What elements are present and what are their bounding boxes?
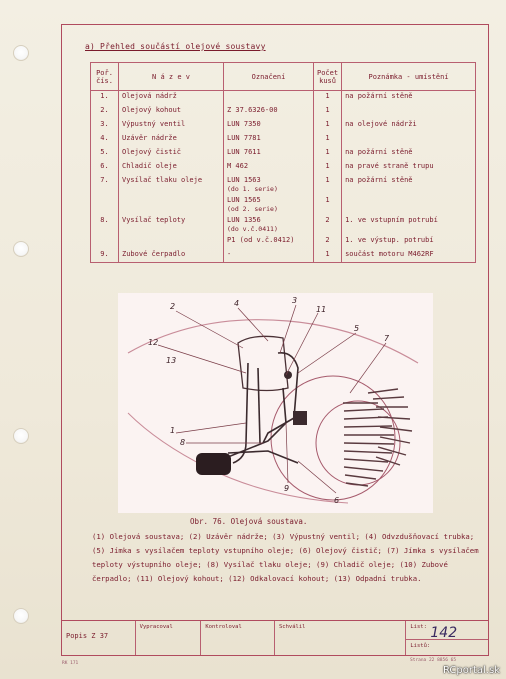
figure-legend: (1) Olejová soustava; (2) Uzávěr nádrže; (3) Výpustný ventil; (4) Odvzdušňovací trubka; (5) Jímka s vysílačem teploty vstupního oleje; (6) Olejový čistič; (7) Jímka s vysílačem teploty výstupního oleje; (8) Vysílač tlaku oleje; (9) Chladič oleje; (10) Zubové čerpadlo; (11) Olejový kohout; (12) Odkalovací kohout; (13) Odpadní trubka. (92, 532, 479, 583)
cell-count-text: 1 (325, 119, 330, 128)
cell-code (224, 249, 314, 263)
cell-code-text: LUN 7350 (227, 119, 261, 128)
callout-11: 11 (316, 305, 327, 314)
callout-9: 9 (284, 484, 290, 493)
cell-number (91, 161, 119, 175)
cell-number-text: 2. (100, 105, 109, 114)
cell-count-text: 1 (325, 249, 330, 258)
cell-count-text: 2 (325, 235, 330, 244)
cell-name (119, 195, 224, 215)
cell-name-text: Vysílač teploty (122, 215, 186, 224)
callout-7: 7 (384, 334, 390, 343)
cell-number-text: 3. (100, 119, 109, 128)
cell-number (91, 215, 119, 235)
title-block (61, 620, 489, 656)
cell-name (119, 175, 224, 195)
cell-note-text: na pravé straně trupu (345, 161, 434, 170)
cell-name (119, 105, 224, 119)
cell-count (314, 147, 342, 161)
cell-code-text: LUN 7781 (227, 133, 261, 142)
title-block-sheet (406, 621, 488, 655)
cell-count-text: 1 (325, 133, 330, 142)
cell-code (224, 119, 314, 133)
cell-note (342, 133, 476, 147)
oil-cock (284, 371, 292, 379)
cell-note-text: na olejové nádrži (345, 119, 417, 128)
section-heading: a) Přehled součástí olejové soustavy (85, 42, 266, 51)
table-row (91, 119, 476, 133)
cell-count-text: 1 (325, 92, 330, 100)
cell-count (314, 161, 342, 175)
cell-number (91, 235, 119, 249)
title-block-approved (275, 621, 406, 655)
cell-count-text: 1 (325, 195, 330, 204)
callout-1: 1 (170, 426, 176, 435)
cell-note-text: součást motoru M462RF (345, 249, 434, 258)
cell-code-text: LUN 1563 (227, 175, 261, 184)
cell-note-text: na požární stěně (345, 175, 413, 184)
cell-name (119, 147, 224, 161)
cell-code-text: M 462 (227, 161, 249, 170)
table-row (91, 161, 476, 175)
site-watermark: RCportal.sk (442, 665, 500, 676)
cell-name (119, 133, 224, 147)
cell-count-text: 1 (325, 105, 330, 114)
form-number: RK 171 (62, 661, 79, 666)
print-note: Strana 22 8856 65 (410, 658, 457, 663)
cell-number (91, 175, 119, 195)
doc-label: Popis Z 37 (66, 632, 109, 640)
cell-name-text: Výpustný ventil (122, 119, 186, 128)
cell-name-text: Zubové čerpadlo (122, 249, 186, 258)
punch-hole (13, 608, 29, 624)
cell-name-text: Olejový kohout (122, 105, 182, 114)
cell-note (342, 91, 476, 105)
cell-count (314, 175, 342, 195)
cell-number (91, 147, 119, 161)
prepared-label: Vypracoval (139, 624, 173, 630)
cell-number-text: 4. (100, 133, 109, 142)
table-row (91, 133, 476, 147)
header-number: Poř. čís. (91, 63, 119, 91)
title-block-doc (62, 621, 136, 655)
table-row (91, 91, 476, 105)
cell-number (91, 133, 119, 147)
sheet-number: 142 (430, 625, 458, 641)
table-row (91, 105, 476, 119)
cell-code (224, 235, 314, 249)
table-header-row (91, 63, 476, 91)
cell-count-text: 1 (325, 147, 330, 156)
cell-number-text: 8. (100, 215, 109, 224)
header-count: Počet kusů (314, 63, 342, 91)
cell-note (342, 105, 476, 119)
cell-count (314, 235, 342, 249)
table-row (91, 147, 476, 161)
cell-count-text: 1 (325, 175, 330, 184)
callout-6: 6 (334, 496, 340, 505)
cell-name (119, 235, 224, 249)
cell-count (314, 215, 342, 235)
punch-hole (13, 428, 29, 444)
cell-count (314, 249, 342, 263)
title-block-prepared (136, 621, 202, 655)
cell-number (91, 105, 119, 119)
cell-note (342, 195, 476, 215)
cell-code (224, 161, 314, 175)
approved-label: Schválil (279, 624, 306, 630)
cell-note-text: na požární stěně (345, 92, 413, 100)
cell-code-text: (do v.č.0411) (227, 224, 278, 233)
cell-name (119, 161, 224, 175)
cell-number-text: 1. (100, 92, 109, 100)
cell-number-text: 6. (100, 161, 109, 170)
cell-code-text: P1 (od v.č.0412) (227, 235, 295, 244)
cell-number-text: 7. (100, 175, 109, 184)
cell-code-text: (do 1. serie) (227, 184, 278, 193)
callout-3: 3 (292, 296, 298, 305)
callout-8: 8 (180, 438, 186, 447)
cell-code-text: LUN 1565 (227, 195, 261, 204)
cell-code-text: LUN 1356 (227, 215, 261, 224)
callout-13: 13 (166, 356, 177, 365)
callout-12: 12 (148, 338, 159, 347)
cell-number-text: 5. (100, 147, 109, 156)
callout-2: 2 (170, 302, 176, 311)
cell-note-text: 1. ve výstup. potrubí (345, 235, 434, 244)
cell-note (342, 249, 476, 263)
cell-note-text: na požární stěně (345, 147, 413, 156)
cell-code-text: - (227, 249, 232, 258)
cell-code (224, 215, 314, 235)
cell-note (342, 175, 476, 195)
cell-count (314, 105, 342, 119)
cell-code-text: LUN 7611 (227, 147, 261, 156)
cell-note (342, 215, 476, 235)
cell-count (314, 91, 342, 105)
callout-5: 5 (354, 324, 360, 333)
cell-note (342, 119, 476, 133)
sheet-label: List: (410, 624, 427, 630)
header-note: Poznámka - umístění (342, 63, 476, 91)
cell-code (224, 175, 314, 195)
cell-name (119, 249, 224, 263)
oil-cooler (196, 453, 231, 475)
parts-table (90, 62, 476, 263)
cell-code (224, 147, 314, 161)
cell-number (91, 119, 119, 133)
table-row (91, 215, 476, 235)
cell-code (224, 91, 314, 105)
table-row (91, 195, 476, 215)
title-block-checked (201, 621, 275, 655)
cell-name (119, 119, 224, 133)
cell-name (119, 91, 224, 105)
header-name: N á z e v (119, 63, 224, 91)
cell-code-text: Z 37.6326-00 (227, 105, 278, 114)
cell-code (224, 195, 314, 215)
checked-label: Kontroloval (205, 624, 242, 630)
table-row (91, 249, 476, 263)
cell-note (342, 235, 476, 249)
table-row (91, 235, 476, 249)
cell-note (342, 147, 476, 161)
oil-system-figure (118, 293, 433, 513)
oil-filter (293, 411, 307, 425)
punch-hole (13, 45, 29, 61)
callout-4: 4 (234, 299, 240, 308)
punch-hole (13, 241, 29, 257)
cell-code (224, 105, 314, 119)
cell-name-text: Uzávěr nádrže (122, 133, 177, 142)
cell-name-text: Chladič oleje (122, 161, 177, 170)
sheets-label: Listů: (410, 643, 431, 649)
cell-name-text: Vysílač tlaku oleje (122, 175, 203, 184)
cell-note (342, 161, 476, 175)
cell-number (91, 195, 119, 215)
cell-name-text: Olejová nádrž (122, 92, 177, 100)
cell-code (224, 133, 314, 147)
cell-code-text: (od 2. serie) (227, 204, 278, 213)
cell-count (314, 133, 342, 147)
cell-number (91, 249, 119, 263)
cell-count (314, 119, 342, 133)
cell-note-text: 1. ve vstupním potrubí (345, 215, 438, 224)
cell-name-text: Olejový čistič (122, 147, 182, 156)
figure-caption: Obr. 76. Olejová soustava. (190, 517, 308, 526)
oil-system-drawing (118, 293, 433, 513)
cell-number (91, 91, 119, 105)
header-code: Označení (224, 63, 314, 91)
cell-number-text: 9. (100, 249, 109, 258)
cell-count-text: 1 (325, 161, 330, 170)
cell-count-text: 2 (325, 215, 330, 224)
sheet-divider (406, 639, 488, 640)
table-row (91, 175, 476, 195)
cell-name (119, 215, 224, 235)
cell-count (314, 195, 342, 215)
